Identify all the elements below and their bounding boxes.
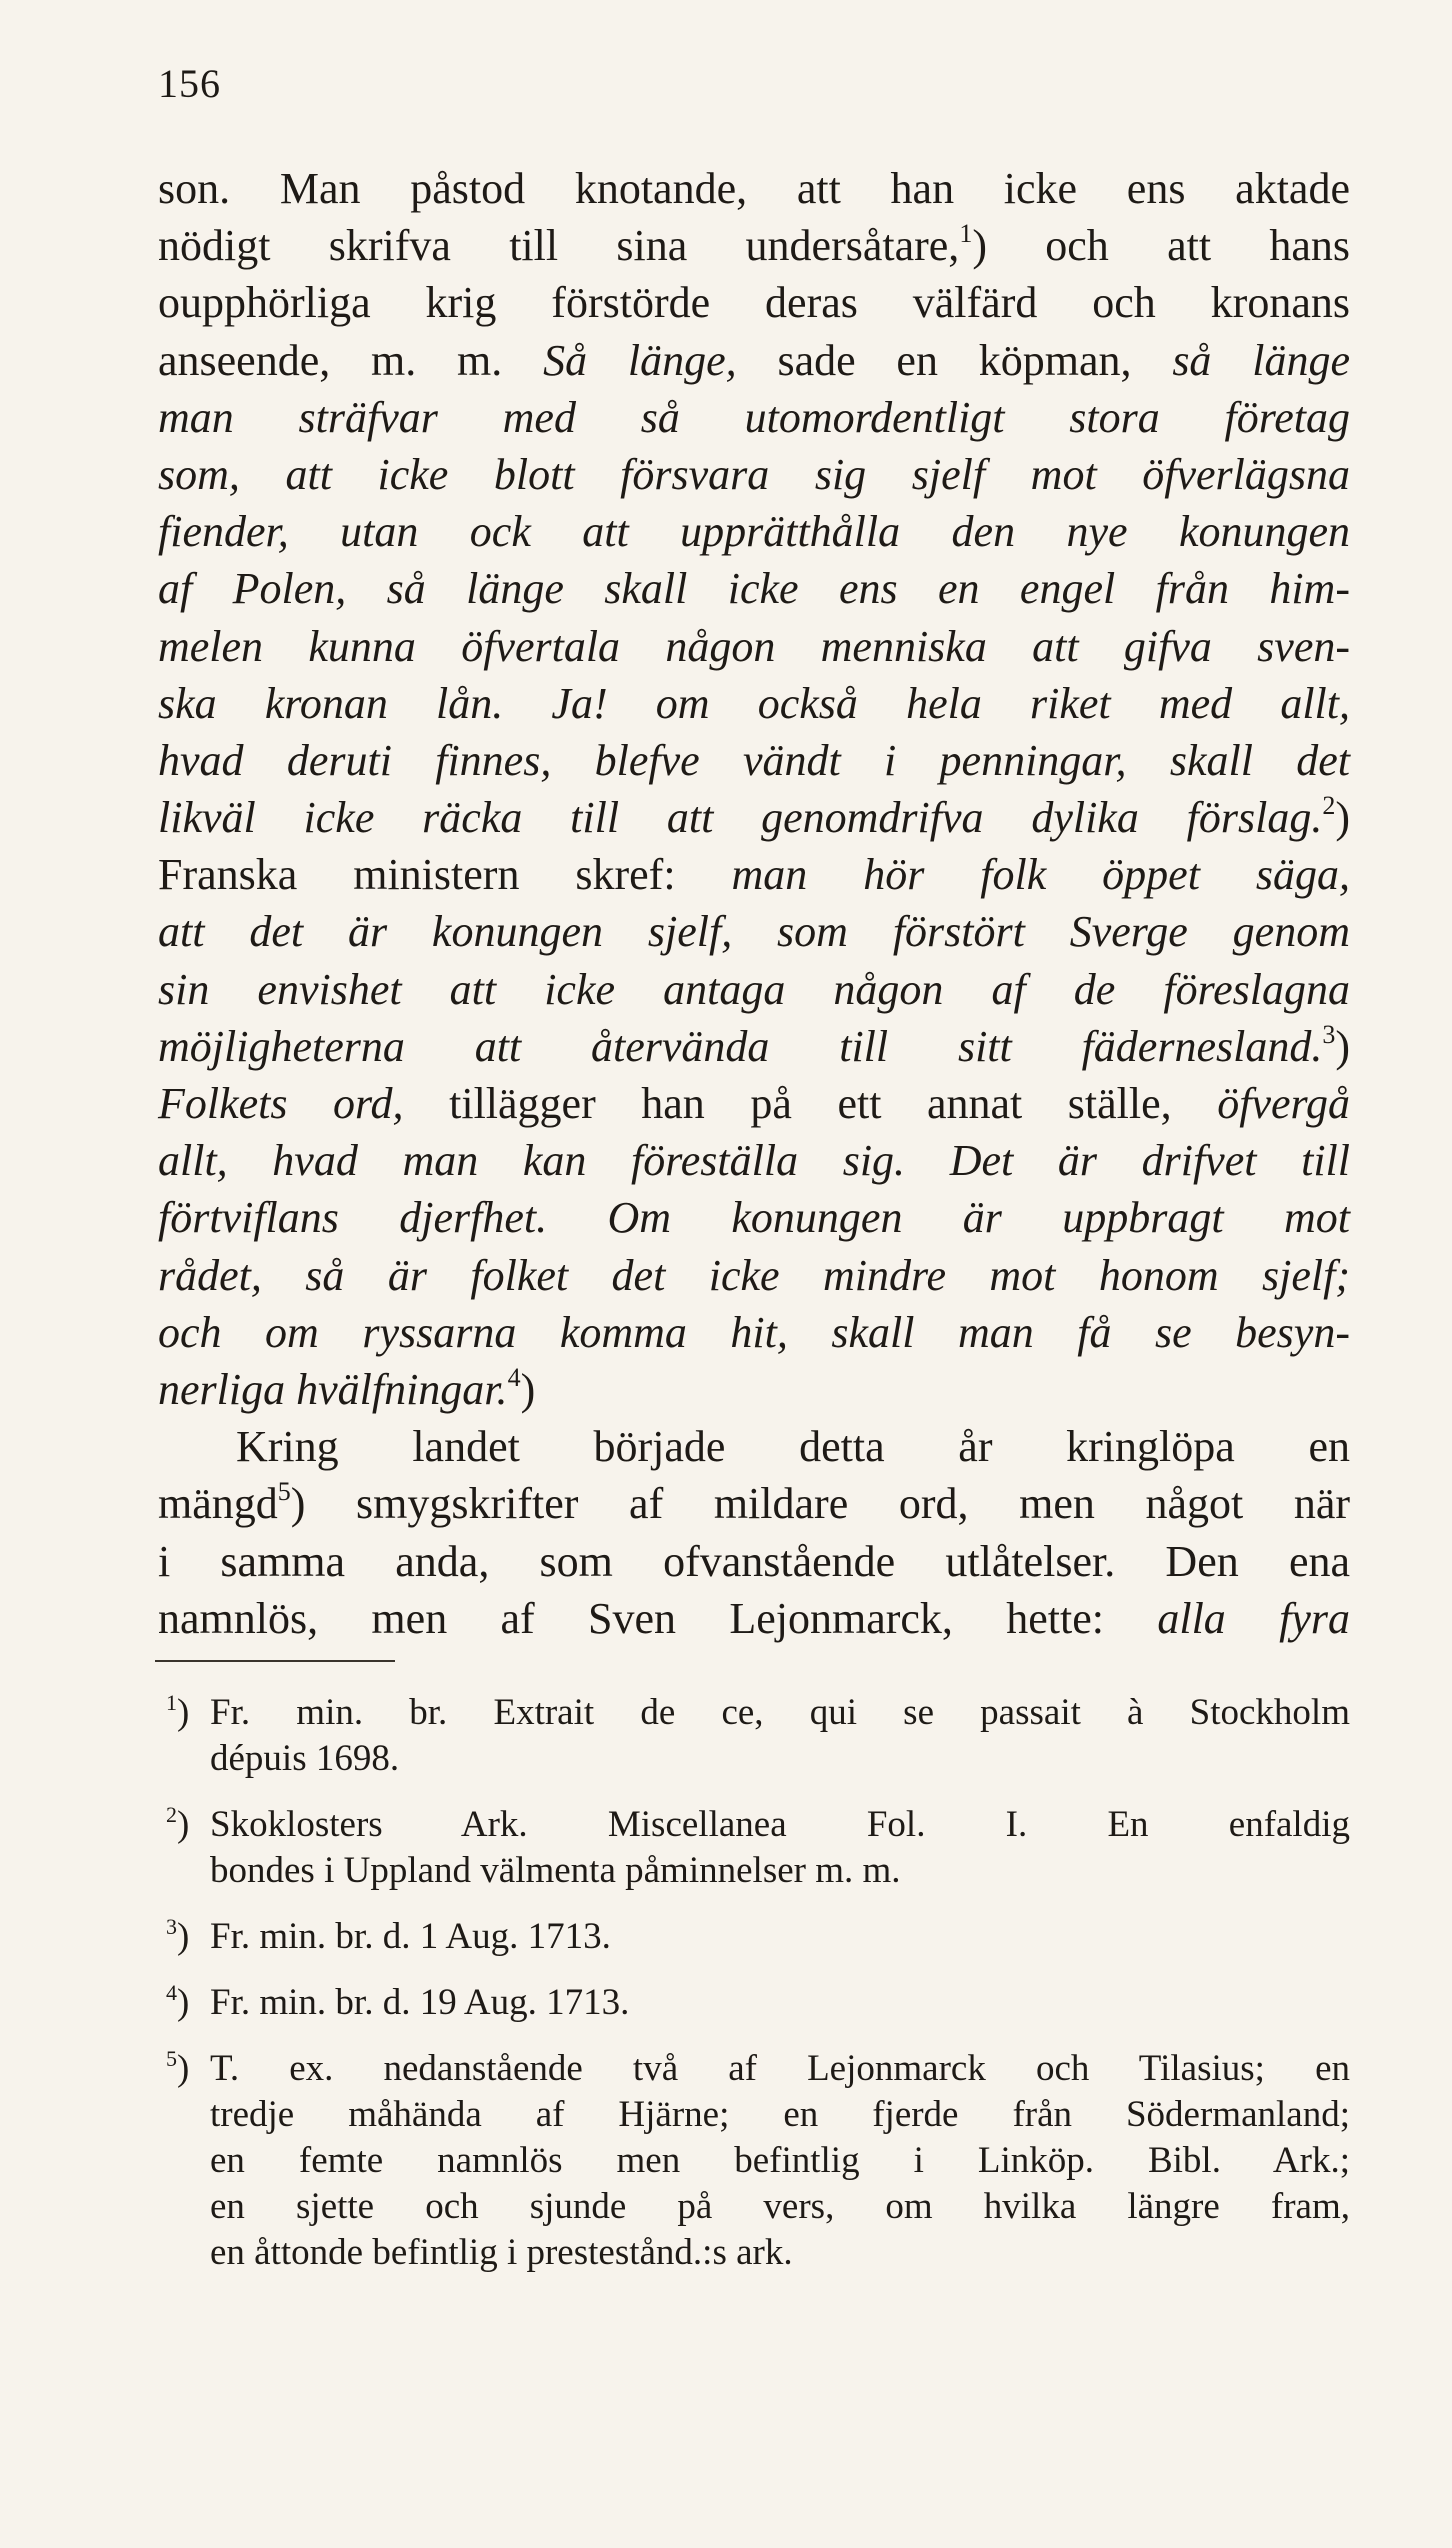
text-line: nödigt skrifva till sina undersåtare,$^1$) och att hans: [158, 219, 1350, 271]
footnote-line: en femte namnlös men befintlig i Linköp. Bibl. Ark.;: [210, 2140, 1350, 2181]
text-line: nerliga hvälfningar.$^4$): [158, 1362, 536, 1414]
text-line: rådet, så är folket det icke mindre mot honom sjelf;: [158, 1250, 1350, 1300]
text-line: förtviflans djerfhet. Om konungen är uppbragt mot: [158, 1193, 1350, 1243]
footnote-mark: $^5$): [166, 2046, 190, 2089]
footnote-mark: $^4$): [166, 1980, 190, 2023]
footnote: [158, 1690, 1350, 1782]
footnote-line: Fr. min. br. d. 19 Aug. 1713.: [210, 1982, 630, 2023]
footnote-line: bondes i Uppland välmenta påminnelser m. m.: [210, 1850, 901, 1891]
footnote: [158, 2046, 1350, 2276]
text-line: och om ryssarna komma hit, skall man få se besyn-: [158, 1307, 1350, 1357]
footnote: [158, 1914, 1350, 1960]
footnote-ref: 1: [959, 219, 973, 249]
text-line: att det är konungen sjelf, som förstört Sverge genom: [158, 907, 1350, 957]
text-line: i samma anda, som ofvanstående utlåtelser. Den ena: [158, 1536, 1350, 1586]
text-line: ska kronan lån. Ja! om också hela riket med allt,: [158, 678, 1350, 728]
footnote-line: Skoklosters Ark. Miscellanea Fol. I. En enfaldig: [210, 1804, 1350, 1845]
footnote-line: tredje måhända af Hjärne; en fjerde från Södermanland;: [210, 2094, 1350, 2135]
footnote-line: Fr. min. br. d. 1 Aug. 1713.: [210, 1916, 611, 1957]
text-line: hvad deruti finnes, blefve vändt i penningar, skall det: [158, 735, 1350, 785]
text-line: sin envishet att icke antaga någon af de föreslagna: [158, 964, 1350, 1014]
footnote-ref: 3: [1322, 1019, 1336, 1049]
text-line: af Polen, så länge skall icke ens en engel från him-: [158, 564, 1350, 614]
text-line: mängd$^5$) smygskrifter af mildare ord, men något när: [158, 1477, 1350, 1529]
footnote-mark: $^2$): [166, 1802, 190, 1845]
footnote-mark: $^1$): [166, 1690, 190, 1733]
footnote-line: Fr. min. br. Extrait de ce, qui se passait à Stockholm: [210, 1692, 1350, 1733]
footnote: [158, 1802, 1350, 1894]
text-line: oupphörliga krig förstörde deras välfärd och kronans: [158, 278, 1350, 328]
text-line: allt, hvad man kan föreställa sig. Det är drifvet till: [158, 1136, 1350, 1186]
text-line: Franska ministern skref: man hör folk öppet säga,: [158, 850, 1350, 900]
footnote-ref: 5: [277, 1477, 291, 1507]
footnote: [158, 1980, 1350, 2026]
footnote-divider: [155, 1660, 395, 1662]
footnote-mark: $^3$): [166, 1914, 190, 1957]
footnote-line: en åttonde befintlig i prestestånd.:s ark.: [210, 2232, 793, 2273]
text-line: Folkets ord, tillägger han på ett annat ställe, öfvergå: [158, 1079, 1350, 1128]
footnote-line: dépuis 1698.: [210, 1738, 400, 1779]
body-text: [158, 160, 1350, 1647]
text-line: fiender, utan ock att upprätthålla den nye konungen: [158, 507, 1350, 557]
text-line: Kring landet började detta år kringlöpa en: [236, 1422, 1350, 1472]
text-line: som, att icke blott försvara sig sjelf mot öfverlägsna: [158, 449, 1350, 499]
text-line: man sträfvar med så utomordentligt stora företag: [158, 392, 1350, 442]
footnote-ref: 2: [1322, 791, 1336, 821]
footnote-ref: 4: [507, 1362, 521, 1392]
footnote-line: T. ex. nedanstående två af Lejonmarck och Tilasius; en: [210, 2048, 1350, 2089]
text-line: likväl icke räcka till att genomdrifva dylika förslag.$^2$): [158, 791, 1350, 843]
page-number: 156: [158, 61, 221, 106]
footnote-line: en sjette och sjunde på vers, om hvilka längre fram,: [210, 2186, 1350, 2227]
text-line: anseende, m. m. Så länge, sade en köpman, så länge: [158, 335, 1350, 385]
footnotes: [158, 1690, 1350, 2296]
text-line: möjligheterna att återvända till sitt fädernesland.$^3$): [158, 1019, 1350, 1071]
text-line: namnlös, men af Sven Lejonmarck, hette: alla fyra: [158, 1593, 1351, 1643]
text-line: son. Man påstod knotande, att han icke ens aktade: [158, 164, 1350, 213]
text-line: melen kunna öfvertala någon menniska att gifva sven-: [158, 621, 1350, 671]
